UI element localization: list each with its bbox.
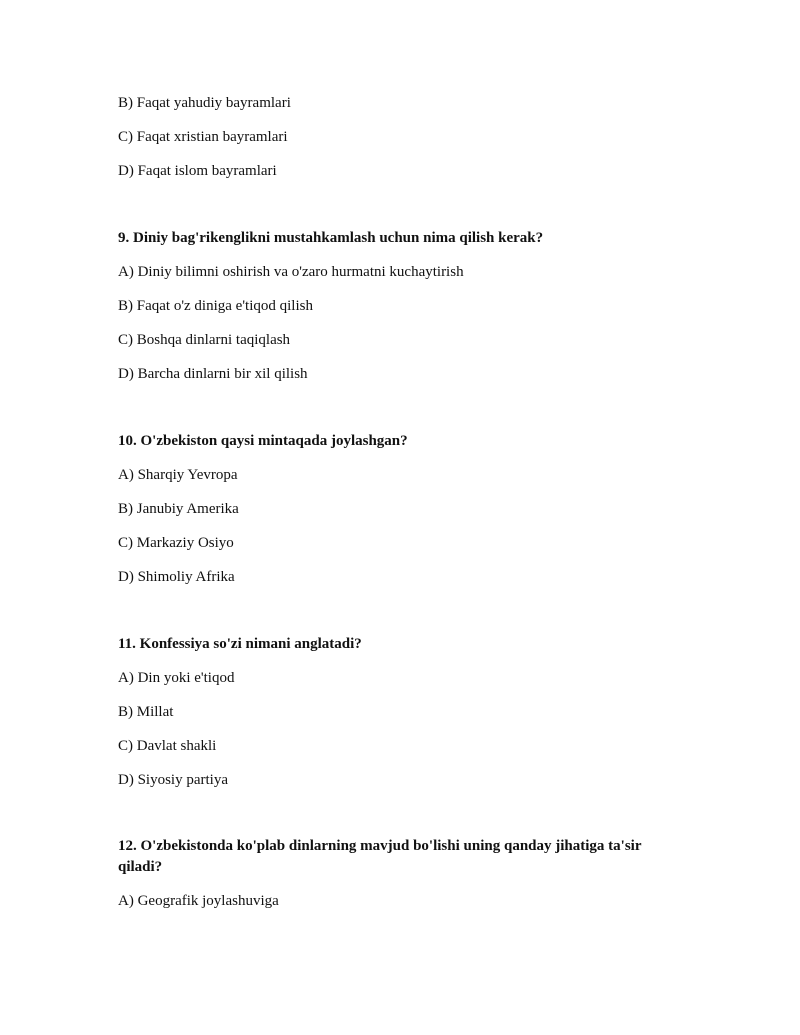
option-d-q9: D) Barcha dinlarni bir xil qilish — [118, 366, 308, 382]
question-12: 12. O'zbekistonda ko'plab dinlarning mavjud bo'lishi uning qanday jihatiga ta'sir qiladi? — [118, 838, 642, 875]
option-a-q12: A) Geografik joylashuviga — [118, 893, 279, 909]
option-c-q8: C) Faqat xristian bayramlari — [118, 129, 288, 145]
option-d-q8: D) Faqat islom bayramlari — [118, 163, 277, 179]
question-9: 9. Diniy bag'rikenglikni mustahkamlash uchun nima qilish kerak? — [118, 230, 544, 246]
option-d-q11: D) Siyosiy partiya — [118, 772, 228, 788]
option-c-q11: C) Davlat shakli — [118, 738, 217, 754]
option-a-q10: A) Sharqiy Yevropa — [118, 467, 238, 483]
option-c-q9: C) Boshqa dinlarni taqiqlash — [118, 332, 291, 348]
option-c-q10: C) Markaziy Osiyo — [118, 535, 234, 551]
question-11: 11. Konfessiya so'zi nimani anglatadi? — [118, 636, 362, 652]
option-b-q11: B) Millat — [118, 704, 174, 720]
option-a-q9: A) Diniy bilimni oshirish va o'zaro hurmatni kuchaytirish — [118, 264, 464, 280]
option-a-q11: A) Din yoki e'tiqod — [118, 670, 235, 686]
option-b-q8: B) Faqat yahudiy bayramlari — [118, 95, 291, 111]
question-10: 10. O'zbekiston qaysi mintaqada joylashgan? — [118, 433, 408, 449]
option-b-q9: B) Faqat o'z diniga e'tiqod qilish — [118, 298, 313, 314]
option-d-q10: D) Shimoliy Afrika — [118, 569, 235, 585]
option-b-q10: B) Janubiy Amerika — [118, 501, 239, 517]
